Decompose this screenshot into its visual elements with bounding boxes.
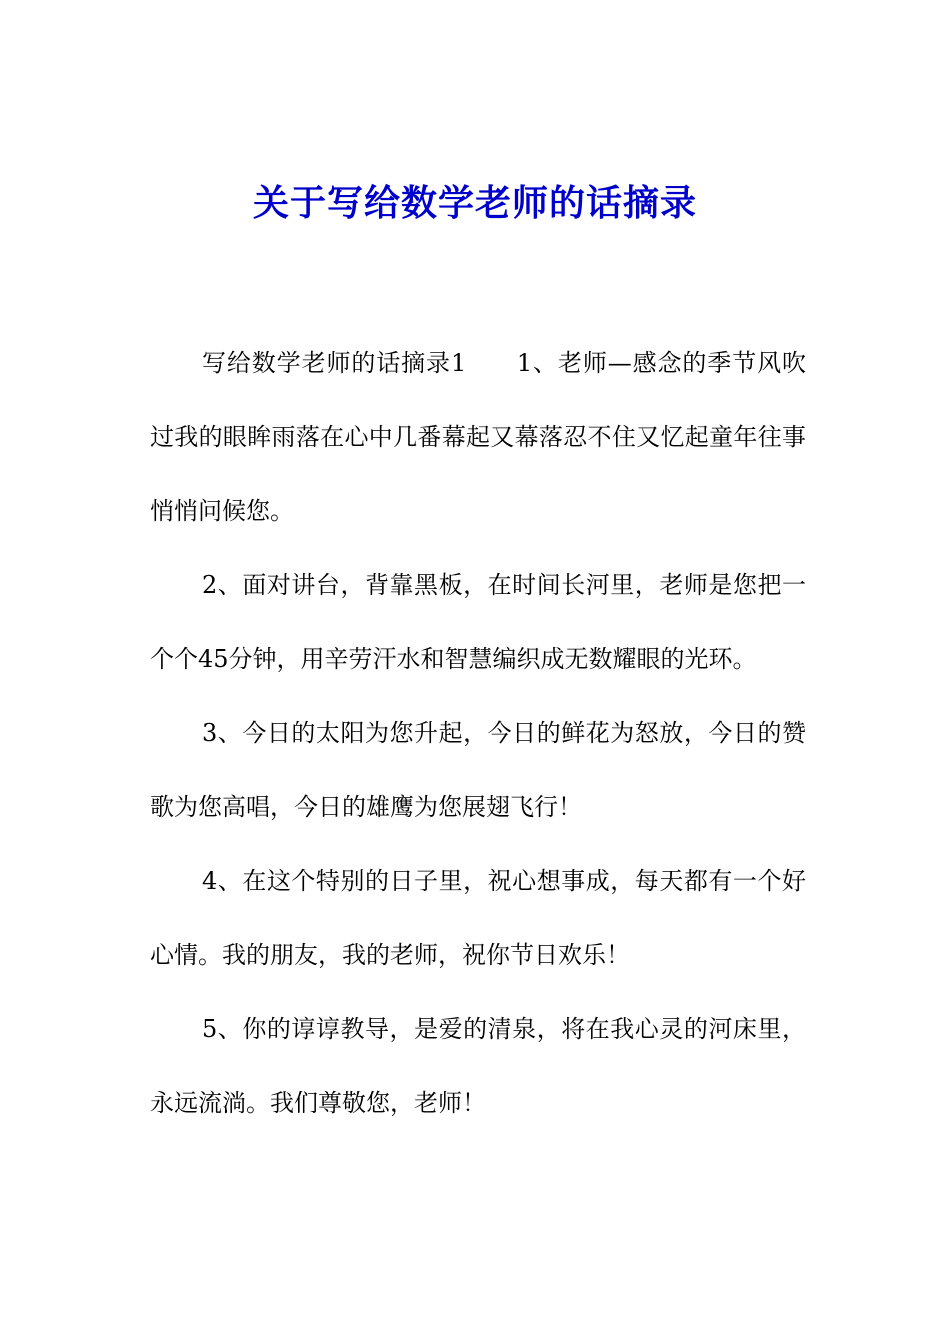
paragraph-3: 3、今日的太阳为您升起，今日的鲜花为怒放，今日的赞歌为您高唱，今日的雄鹰为您展翅飞行！ — [150, 719, 806, 821]
paragraph-5: 5、你的谆谆教导，是爱的清泉，将在我心灵的河床里，永远流淌。我们尊敬您，老师！ — [150, 1015, 806, 1117]
paragraph-2: 2、面对讲台，背靠黑板，在时间长河里，老师是您把一个个45分钟，用辛劳汗水和智慧编织成无数耀眼的光环。 — [150, 571, 806, 673]
document-body — [150, 326, 806, 1140]
paragraph-4: 4、在这个特别的日子里，祝心想事成，每天都有一个好心情。我的朋友，我的老师，祝你节日欢乐！ — [150, 867, 806, 969]
page-title: 关于写给数学老师的话摘录 — [252, 183, 697, 224]
paragraph-1: 写给数学老师的话摘录1 1、老师—感念的季节风吹过我的眼眸雨落在心中几番幕起又幕落忍不住又忆起童年往事悄悄问候您。 — [150, 349, 806, 525]
